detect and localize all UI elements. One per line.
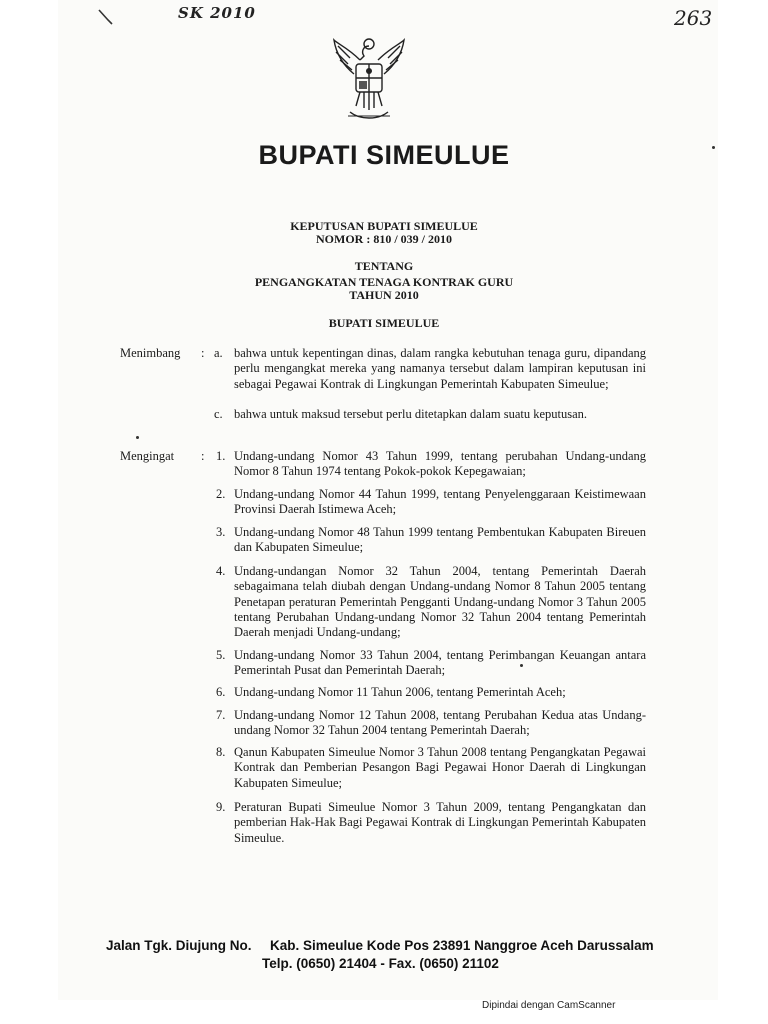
mengingat-item-7: Undang-undang Nomor 12 Tahun 2008, tentang Perubahan Kedua atas Undang-undang Nomor 32 Tahun 2004 tentang Pemerintah Daerah; <box>234 708 646 738</box>
mengingat-item-4: Undang-undangan Nomor 32 Tahun 2004, tentang Pemerintah Daerah sebagaimana telah diubah dengan Undang-undang Nomor 8 Tahun 2005 tentang Penetapan peraturan Pemerintah Pengganti Undang-undang Nomor 3 Tahun 2005 tentang Perubahan Undang-undang Nomor 32 Tahun 2004 tentang Pemerintah Daerah menjadi Undang-undang; <box>234 564 646 640</box>
footer-phone: Telp. (0650) 21404 - Fax. (0650) 21102 <box>262 956 499 971</box>
list-marker: 9. <box>216 800 226 814</box>
letterhead-title: BUPATI SIMEULUE <box>258 140 510 170</box>
decree-issuer: BUPATI SIMEULUE <box>328 316 440 330</box>
mengingat-item-1: Undang-undang Nomor 43 Tahun 1999, tentang perubahan Undang-undang Nomor 8 Tahun 1974 tentang Pokok-pokok Kepegawaian; <box>234 449 646 479</box>
menimbang-colon: : <box>201 346 205 360</box>
decree-title: KEPUTUSAN BUPATI SIMEULUE <box>290 219 478 233</box>
scan-speck <box>136 436 139 439</box>
scan-speck <box>712 146 715 149</box>
decree-subject: PENGANGKATAN TENAGA KONTRAK GURU <box>254 275 514 289</box>
list-marker: 7. <box>216 708 226 722</box>
camscanner-watermark: Dipindai dengan CamScanner <box>482 1000 616 1011</box>
list-marker: 1. <box>216 449 226 463</box>
footer-street: Jalan Tgk. Diujung No. <box>106 938 252 953</box>
scan-speck <box>520 664 523 667</box>
list-marker: c. <box>214 407 223 421</box>
mengingat-item-6: Undang-undang Nomor 11 Tahun 2006, tentang Pemerintah Aceh; <box>234 685 566 699</box>
list-marker: 3. <box>216 525 226 539</box>
mengingat-item-9: Peraturan Bupati Simeulue Nomor 3 Tahun 2009, tentang Pengangkatan dan pemberian Hak-Hak Bagi Pegawai Kontrak di Lingkungan Pemerintah Kabupaten Simeulue. <box>234 800 646 845</box>
list-marker: 2. <box>216 487 226 501</box>
mengingat-item-8: Qanun Kabupaten Simeulue Nomor 3 Tahun 2008 tentang Pengangkatan Pegawai Kontrak dan Pemberian Pesangon Bagi Pegawai Honor Daerah di Lingkungan Kabupaten Simeulue; <box>234 745 646 790</box>
mengingat-item-5: Undang-undang Nomor 33 Tahun 2004, tentang Perimbangan Keuangan antara Pemerintah Pusat dan Pemerintah Daerah; <box>234 648 646 678</box>
mengingat-item-3: Undang-undang Nomor 48 Tahun 1999 tentang Pembentukan Kabupaten Bireuen dan Kabupaten Simeulue; <box>234 525 646 555</box>
mengingat-label: Mengingat <box>120 449 175 463</box>
menimbang-item-a: bahwa untuk kepentingan dinas, dalam rangka kebutuhan tenaga guru, dipandang perlu mengangkat mereka yang namanya tersebut dalam lampiran keputusan ini sebagai Pegawai Kontrak di Lingkungan Pemerintah Kabupaten Simeulue; <box>234 346 646 391</box>
list-marker: 6. <box>216 685 226 699</box>
footer-region: Kab. Simeulue Kode Pos 23891 Nanggroe Aceh Darussalam <box>270 938 654 953</box>
mengingat-item-2: Undang-undang Nomor 44 Tahun 1999, tentang Penyelenggaraan Keistimewaan Provinsi Daerah Istimewa Aceh; <box>234 487 646 517</box>
decree-number: NOMOR : 810 / 039 / 2010 <box>316 232 452 246</box>
list-marker: a. <box>214 346 223 360</box>
menimbang-item-c: bahwa untuk maksud tersebut perlu ditetapkan dalam suatu keputusan. <box>234 407 588 421</box>
menimbang-label: Menimbang <box>120 346 181 360</box>
handwritten-sk-note: SK 2010 <box>178 4 256 22</box>
list-marker: 8. <box>216 745 226 759</box>
decree-tentang: TENTANG <box>354 259 414 273</box>
decree-year: TAHUN 2010 <box>349 288 419 302</box>
list-marker: 4. <box>216 564 226 578</box>
mengingat-colon: : <box>201 449 205 463</box>
check-mark-icon <box>98 8 120 26</box>
handwritten-page-number: 263 <box>674 6 713 30</box>
garuda-emblem-icon <box>330 30 408 130</box>
list-marker: 5. <box>216 648 226 662</box>
